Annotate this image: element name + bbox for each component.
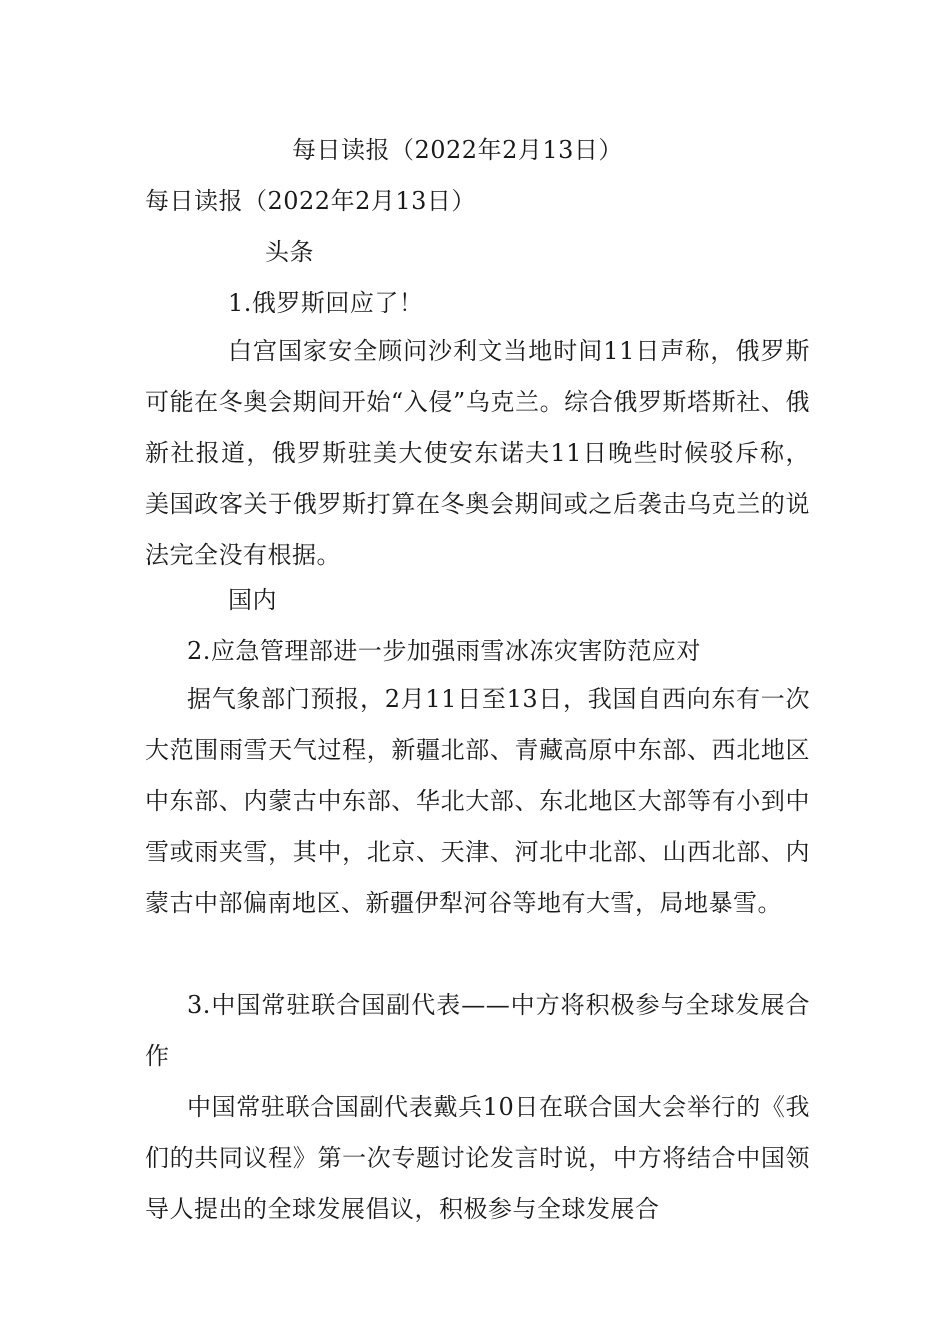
item-1-body: 白宫国家安全顾问沙利文当地时间11日声称，俄罗斯可能在冬奥会期间开始“入侵”乌克兰。综合俄罗斯塔斯社、俄新社报道，俄罗斯驻美大使安东诺夫11日晚些时候驳斥称，美国政客关于俄罗斯打算在冬奥会期间或之后袭击乌克兰的说法完全没有根据。 xyxy=(145,337,810,569)
item-1-title: 1.俄罗斯回应了！ xyxy=(228,289,424,317)
document-subtitle: 每日读报（2022年2月13日） xyxy=(145,187,476,215)
section-heading-headline: 头条 xyxy=(265,238,314,266)
item-2-body: 据气象部门预报，2月11日至13日，我国自西向东有一次大范围雨雪天气过程，新疆北部、青藏高原中东部、西北地区中东部、内蒙古中东部、华北大部、东北地区大部等有小到中雪或雨夹雪，其中，北京、天津、河北中北部、山西北部、内蒙古中部偏南地区、新疆伊犁河谷等地有大雪，局地暴雪。 xyxy=(145,685,810,917)
item-2-title: 2.应急管理部进一步加强雨雪冰冻灾害防范应对 xyxy=(187,637,701,665)
item-3-body: 中国常驻联合国副代表戴兵10日在联合国大会举行的《我们的共同议程》第一次专题讨论发言时说，中方将结合中国领导人提出的全球发展倡议，积极参与全球发展合 xyxy=(145,1093,810,1223)
item-3-title: 3.中国常驻联合国副代表——中方将积极参与全球发展合作 xyxy=(145,991,810,1070)
section-heading-domestic: 国内 xyxy=(228,586,277,614)
document-title: 每日读报（2022年2月13日） xyxy=(292,136,623,164)
